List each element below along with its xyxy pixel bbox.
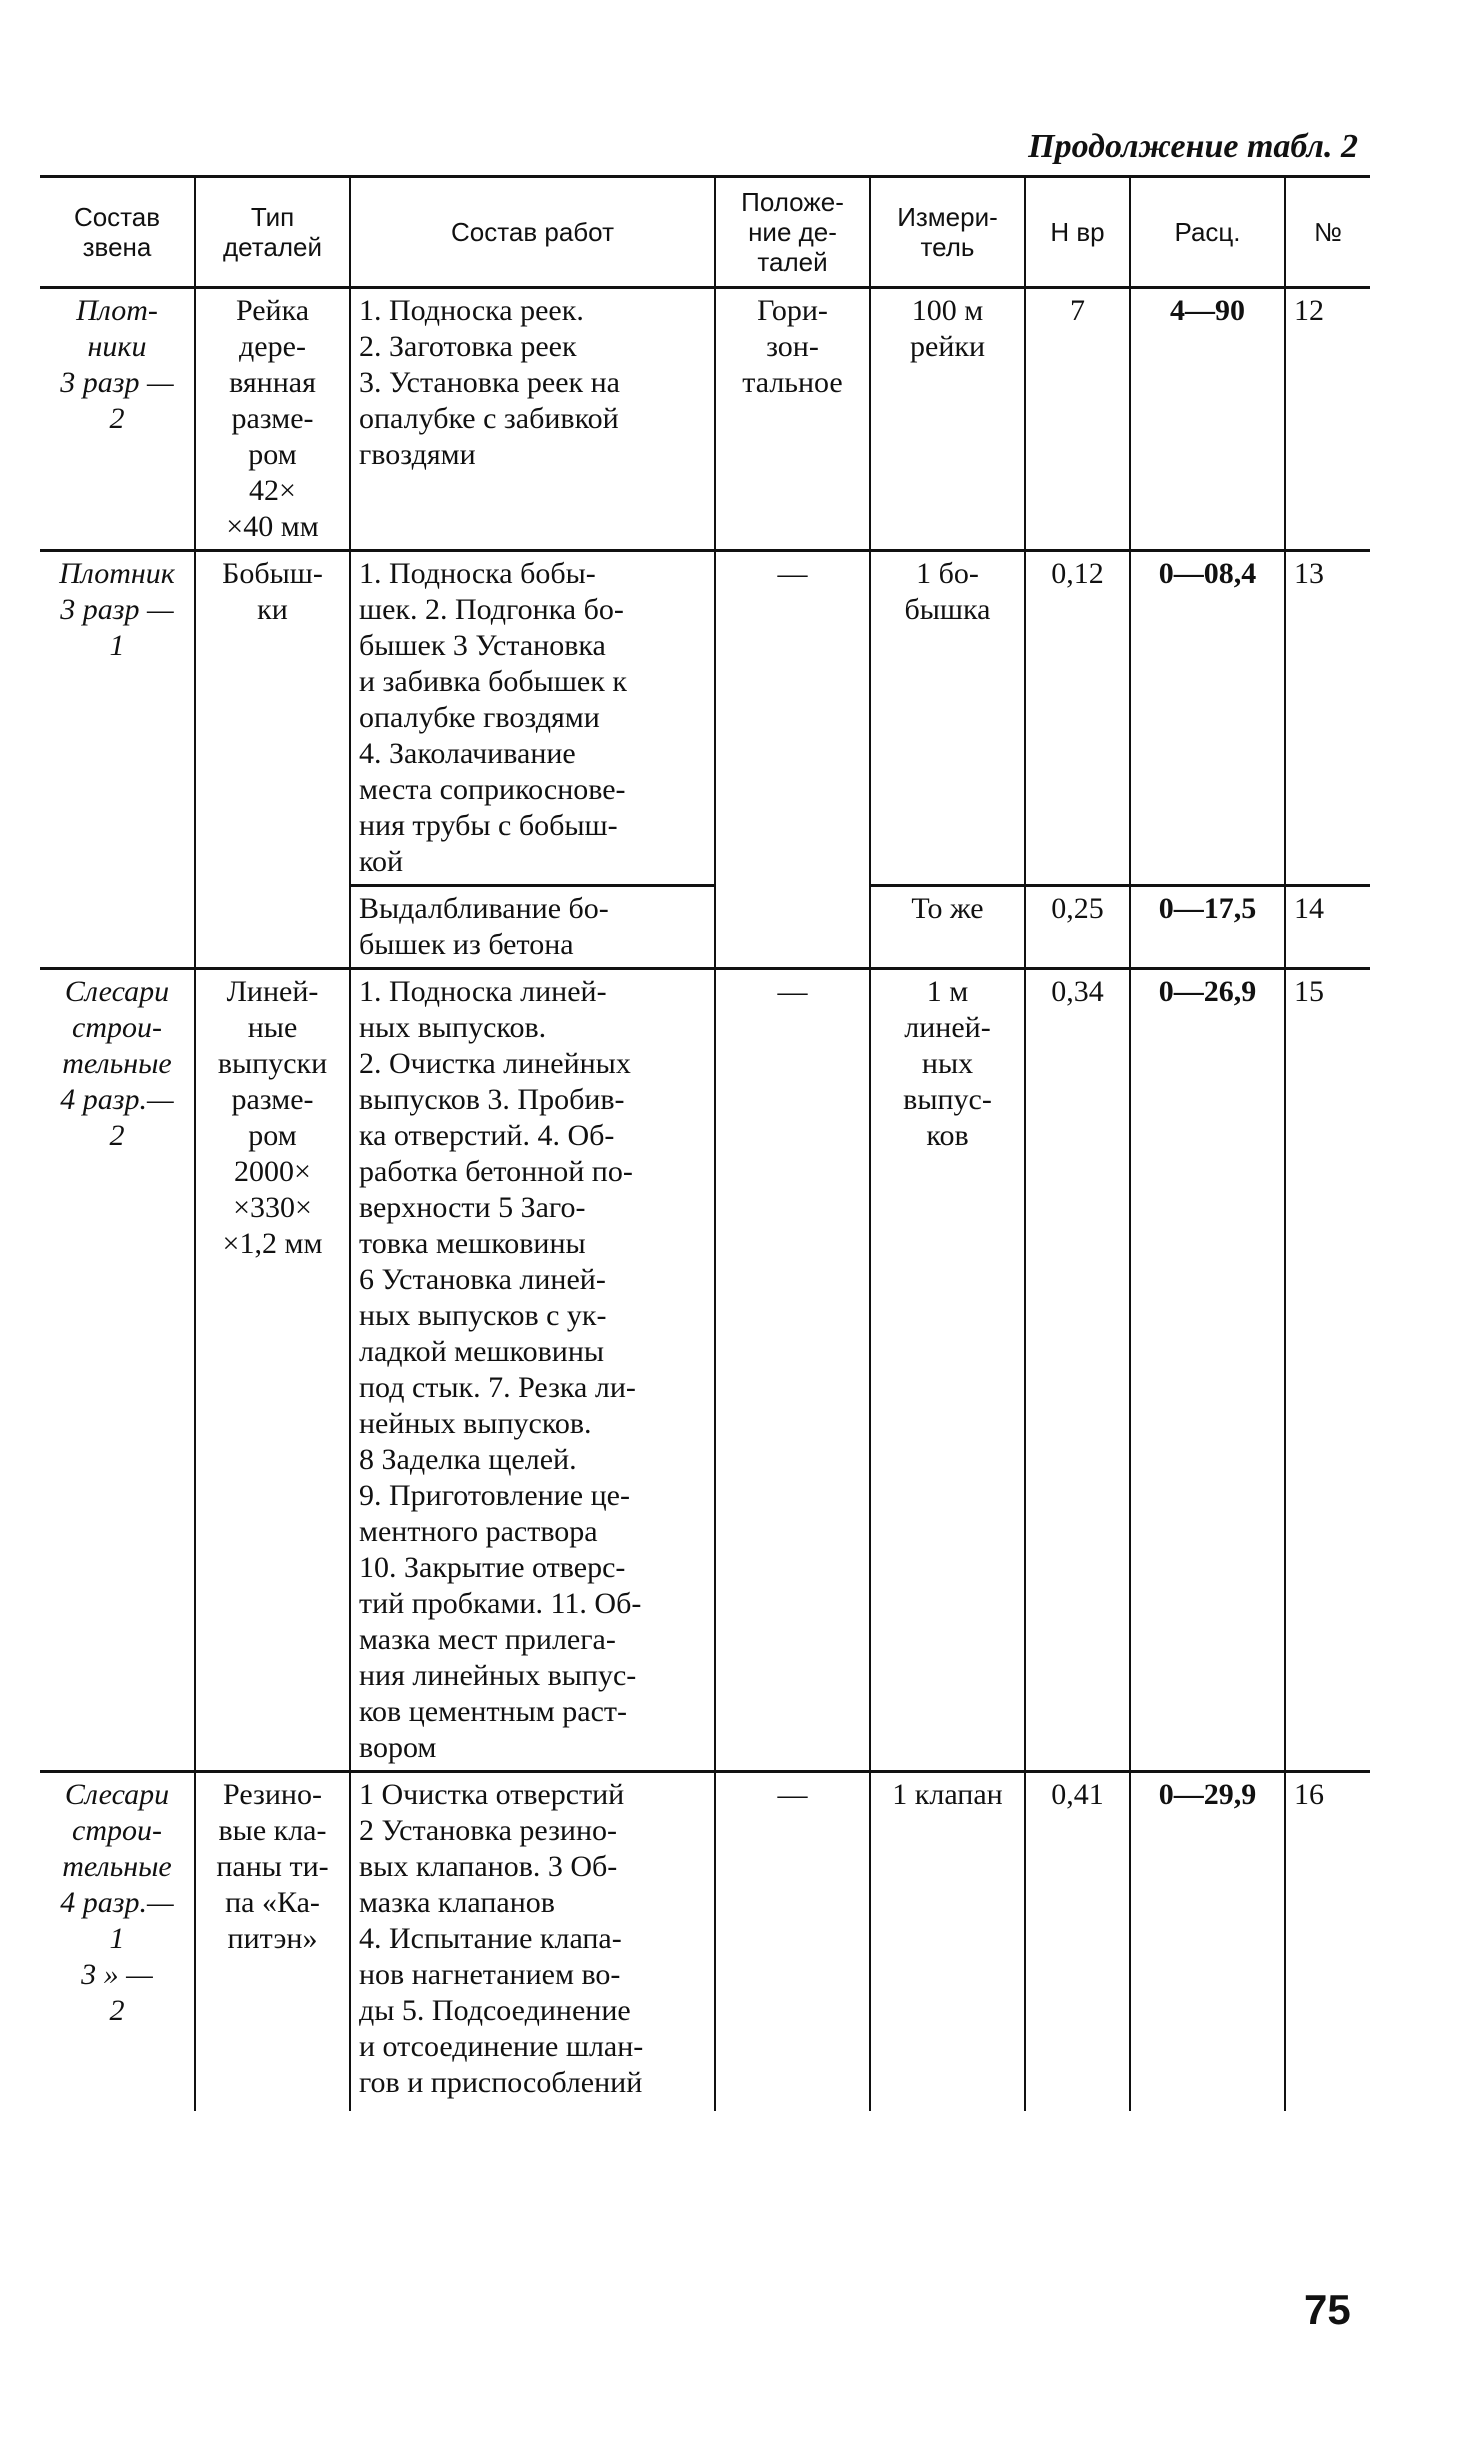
cell-unit: 1 клапан (870, 1772, 1025, 2112)
cell-work-composition: 1. Подноска линей- ных выпусков. 2. Очистка линейных выпусков 3. Пробив- ка отверстий. 4. Об- работка бетонной по- верхности 5 Заго- товка мешковины 6 Установка линей- ных выпусков с ук- ладкой мешковины под стык. 7. Резка ли- нейных выпусков. 8 Заделка щелей. 9. Приготовление це- ментного раствора 10. Закрытие отверс- тий пробками. 11. Об- мазка мест прилега- ния линейных выпус- ков цементным раст- вором (350, 969, 715, 1772)
cell-part-position: Гори- зон- тальное (715, 288, 870, 551)
table-row (40, 288, 1370, 551)
header-number: № (1285, 177, 1370, 288)
cell-number: 14 (1285, 886, 1370, 969)
cell-part-position: — (715, 1772, 870, 2112)
cell-number: 12 (1285, 288, 1370, 551)
cell-unit: То же (870, 886, 1025, 969)
cell-part-position: — (715, 551, 870, 969)
cell-unit: 1 бо- бышка (870, 551, 1025, 886)
cell-rate: 4—90 (1130, 288, 1285, 551)
labor-norms-table (40, 175, 1370, 2111)
cell-number: 13 (1285, 551, 1370, 886)
cell-number: 16 (1285, 1772, 1370, 2112)
cell-time-norm: 0,41 (1025, 1772, 1130, 2112)
header-work-composition: Состав работ (350, 177, 715, 288)
cell-work-composition: Выдалбливание бо- бышек из бетона (350, 886, 715, 969)
header-part-type: Тип деталей (195, 177, 350, 288)
cell-time-norm: 7 (1025, 288, 1130, 551)
cell-unit: 100 м рейки (870, 288, 1025, 551)
table-row (40, 1772, 1370, 2112)
header-crew: Состав звена (40, 177, 195, 288)
cell-crew: Плотник 3 разр — 1 (40, 551, 195, 969)
cell-part-type: Линей- ные выпуски разме- ром 2000× ×330× ×1,2 мм (195, 969, 350, 1772)
header-rate: Расц. (1130, 177, 1285, 288)
cell-part-type: Резино- вые кла- паны ти- па «Ка- питэн» (195, 1772, 350, 2112)
header-part-position: Положе- ние де- талей (715, 177, 870, 288)
cell-unit: 1 м линей- ных выпус- ков (870, 969, 1025, 1772)
page-number: 75 (1304, 2286, 1351, 2333)
cell-rate: 0—26,9 (1130, 969, 1285, 1772)
cell-rate: 0—08,4 (1130, 551, 1285, 886)
cell-rate: 0—29,9 (1130, 1772, 1285, 2112)
table-header-row (40, 177, 1370, 288)
table-row (40, 551, 1370, 886)
table-continuation-caption: Продолжение табл. 2 (1028, 128, 1358, 165)
header-unit: Измери- тель (870, 177, 1025, 288)
cell-part-type: Рейка дере- вянная разме- ром 42× ×40 мм (195, 288, 350, 551)
cell-crew: Плот- ники 3 разр — 2 (40, 288, 195, 551)
cell-time-norm: 0,25 (1025, 886, 1130, 969)
cell-part-type: Бобыш- ки (195, 551, 350, 969)
cell-number: 15 (1285, 969, 1370, 1772)
cell-time-norm: 0,34 (1025, 969, 1130, 1772)
table-row (40, 969, 1370, 1772)
cell-work-composition: 1. Подноска реек. 2. Заготовка реек 3. Установка реек на опалубке с забивкой гвоздями (350, 288, 715, 551)
cell-rate: 0—17,5 (1130, 886, 1285, 969)
cell-work-composition: 1 Очистка отверстий 2 Установка резино- вых клапанов. 3 Об- мазка клапанов 4. Испытание клапа- нов нагнетанием во- ды 5. Подсоединение и отсоединение шлан- гов и приспособлений (350, 1772, 715, 2112)
cell-part-position: — (715, 969, 870, 1772)
cell-crew: Слесари строи- тельные 4 разр.— 1 3 » — 2 (40, 1772, 195, 2112)
cell-crew: Слесари строи- тельные 4 разр.— 2 (40, 969, 195, 1772)
header-time-norm: Н вр (1025, 177, 1130, 288)
cell-work-composition: 1. Подноска бобы- шек. 2. Подгонка бо- бышек 3 Установка и забивка бобышек к опалубке гвоздями 4. Заколачивание места соприкоснове- ния трубы с бобыш- кой (350, 551, 715, 886)
cell-time-norm: 0,12 (1025, 551, 1130, 886)
